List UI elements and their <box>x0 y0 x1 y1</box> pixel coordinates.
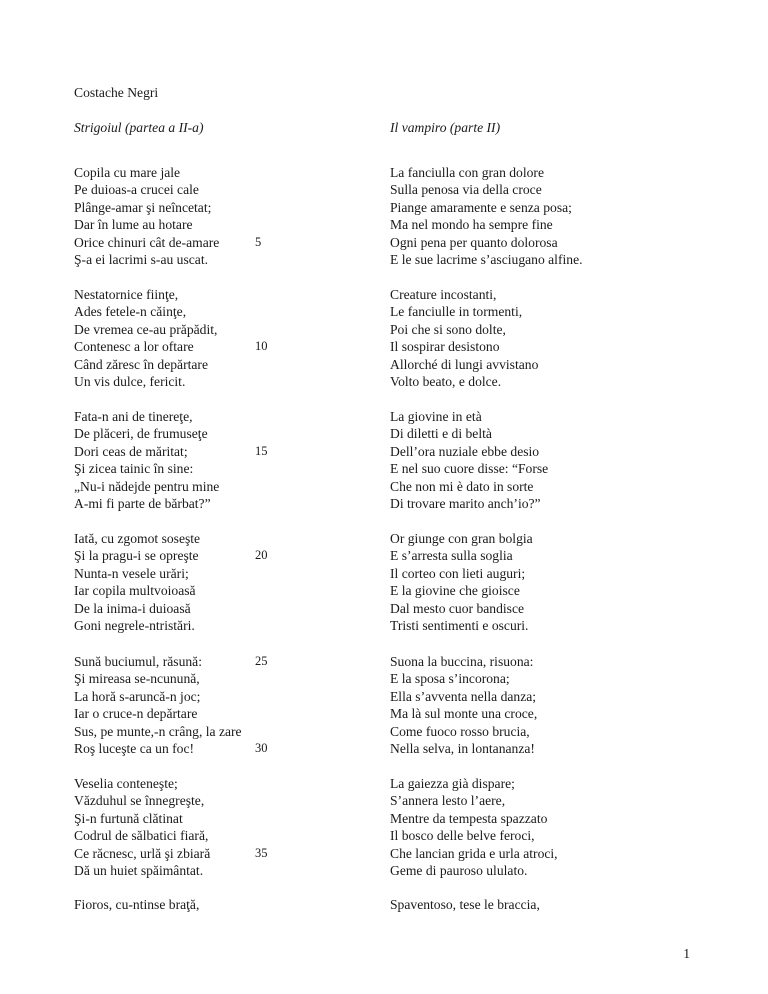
verse-line: E nel suo cuore disse: “Forse <box>390 461 549 477</box>
verse-line: Allorché di lungi avvistano <box>390 356 539 372</box>
verse-line: Dal mesto cuor bandisce <box>390 600 525 616</box>
verse-line: Ma nel mondo ha sempre fine <box>390 217 553 233</box>
verse-line: Şi zicea tainic în sine: <box>74 461 194 477</box>
verse-line: Ogni pena per quanto dolorosa <box>390 234 558 250</box>
verse-line: Sulla penosa via della croce <box>390 182 542 198</box>
verse-line: E s’arresta sulla soglia <box>390 548 513 564</box>
verse-line: Roş luceşte ca un foc! <box>74 741 195 757</box>
verse-line: Şi mireasa se-ncunună, <box>74 671 200 687</box>
line-number: 15 <box>255 443 268 458</box>
verse-line: Volto beato, e dolce. <box>390 374 502 390</box>
verse-line: Şi-n furtună clătinat <box>74 810 183 826</box>
verse-line: Veselia conteneşte; <box>74 776 178 791</box>
verse-line: Creature incostanti, <box>390 287 497 302</box>
line-number: 5 <box>255 234 262 249</box>
stanza-italian <box>390 286 538 391</box>
line-number: 35 <box>255 845 268 860</box>
verse-line: De vremea ce-au prăpădit, <box>74 321 218 337</box>
verse-line: Dori ceas de măritat; <box>74 443 188 459</box>
verse-line: Orice chinuri cât de-amare <box>74 234 220 250</box>
verse-line: S’annera lesto l’aere, <box>390 793 506 809</box>
verse-line: De plăceri, de frumuseţe <box>74 426 208 442</box>
page-number: 1 <box>683 946 690 961</box>
verse-line: Contenesc a lor oftare <box>74 339 194 355</box>
verse-line: La horă s-aruncă-n joc; <box>74 688 201 704</box>
stanza-italian <box>390 164 583 269</box>
verse-line: Spaventoso, tese le braccia, <box>390 897 540 912</box>
verse-line: „Nu-i nădejde pentru mine <box>74 478 220 494</box>
line-number: 10 <box>255 339 268 354</box>
stanza-romanian <box>74 408 219 513</box>
verse-line: Ma là sul monte una croce, <box>390 706 538 722</box>
verse-line: De la inima-i duioasă <box>74 600 191 616</box>
author-name: Costache Negri <box>74 85 159 100</box>
verse-line: Geme di pauroso ululato. <box>390 863 528 879</box>
verse-line: Dell’ora nuziale ebbe desio <box>390 443 540 459</box>
verse-line: Il sospirar desistono <box>390 339 500 355</box>
stanza-romanian <box>74 896 199 913</box>
verse-line: Mentre da tempesta spazzato <box>390 810 548 826</box>
line-number: 20 <box>255 548 268 563</box>
line-number: 25 <box>255 654 268 668</box>
verse-line: Copila cu mare jale <box>74 165 181 180</box>
verse-line: Ades fetele-n căinţe, <box>74 304 187 320</box>
verse-line: Iar copila multvoioasă <box>74 583 196 599</box>
verse-line: A-mi fi parte de bărbat?” <box>74 496 211 512</box>
verse-line: E le sue lacrime s’asciugano alfine. <box>390 252 583 268</box>
verse-line: Fata-n ani de tinereţe, <box>74 409 193 424</box>
verse-line: Pe duioas-a crucei cale <box>74 182 199 198</box>
verse-line: Plânge-amar şi neîncetat; <box>74 199 212 215</box>
stanza-italian <box>390 408 548 513</box>
stanza-italian <box>390 530 533 635</box>
line-number: 30 <box>255 741 268 756</box>
verse-line: Sună buciumul, răsună: <box>74 654 202 669</box>
verse-line: Che lancian grida e urla atroci, <box>390 845 558 861</box>
stanza-italian <box>390 896 540 913</box>
verse-line: E la sposa s’incorona; <box>390 671 510 687</box>
verse-line: Iată, cu zgomot soseşte <box>74 531 201 546</box>
verse-line: La gaiezza già dispare; <box>390 776 515 791</box>
verse-line: Un vis dulce, fericit. <box>74 374 186 390</box>
stanza-romanian <box>74 653 242 758</box>
stanza-romanian <box>74 530 200 635</box>
verse-line: Ella s’avventa nella danza; <box>390 688 537 704</box>
verse-line: Di trovare marito anch’io?” <box>390 496 541 512</box>
verse-line: Ce răcnesc, urlă şi zbiară <box>74 845 211 861</box>
verse-line: Dar în lume au hotare <box>74 217 193 233</box>
stanza-romanian <box>74 775 210 880</box>
stanza-romanian <box>74 286 217 391</box>
verse-line: Suona la buccina, risuona: <box>390 654 534 669</box>
stanza-italian <box>390 775 558 880</box>
verse-line: Che non mi è dato in sorte <box>390 478 534 494</box>
verse-line: Şi la pragu-i se opreşte <box>74 548 199 564</box>
verse-line: La giovine in età <box>390 409 482 424</box>
stanza-italian <box>390 653 537 758</box>
verse-line: Nella selva, in lontananza! <box>390 741 535 757</box>
verse-line: La fanciulla con gran dolore <box>390 165 544 180</box>
verse-line: Fioros, cu-ntinse braţă, <box>74 897 200 912</box>
verse-line: Nunta-n vesele urări; <box>74 565 189 581</box>
verse-line: Dă un huiet spăimântat. <box>74 863 204 879</box>
verse-line: Nestatornice fiinţe, <box>74 287 179 302</box>
verse-line: E la giovine che gioisce <box>390 583 520 599</box>
poem-title-romanian: Strigoiul (partea a II-a) <box>74 120 204 135</box>
stanza-romanian <box>74 164 219 269</box>
verse-line: Il bosco delle belve feroci, <box>390 828 535 844</box>
verse-line: Iar o cruce-n depărtare <box>74 706 198 722</box>
verse-line: Când zăresc în depărtare <box>74 356 208 372</box>
verse-line: Văzduhul se înnegreşte, <box>74 793 205 809</box>
poem-title-italian: Il vampiro (parte II) <box>390 120 501 135</box>
verse-line: Sus, pe munte,-n crâng, la zare <box>74 723 242 739</box>
verse-line: Di diletti e di beltà <box>390 426 492 442</box>
verse-line: Poi che si sono dolte, <box>390 321 506 337</box>
verse-line: Goni negrele-ntristări. <box>74 618 195 634</box>
verse-line: Il corteo con lieti auguri; <box>390 565 526 581</box>
verse-line: Le fanciulle in tormenti, <box>390 304 523 320</box>
verse-line: Codrul de sălbatici fiară, <box>74 828 209 844</box>
verse-line: Ş-a ei lacrimi s-au uscat. <box>74 252 208 268</box>
verse-line: Or giunge con gran bolgia <box>390 531 533 546</box>
verse-line: Tristi sentimenti e oscuri. <box>390 618 529 634</box>
verse-line: Come fuoco rosso brucia, <box>390 723 530 739</box>
verse-line: Piange amaramente e senza posa; <box>390 199 572 215</box>
